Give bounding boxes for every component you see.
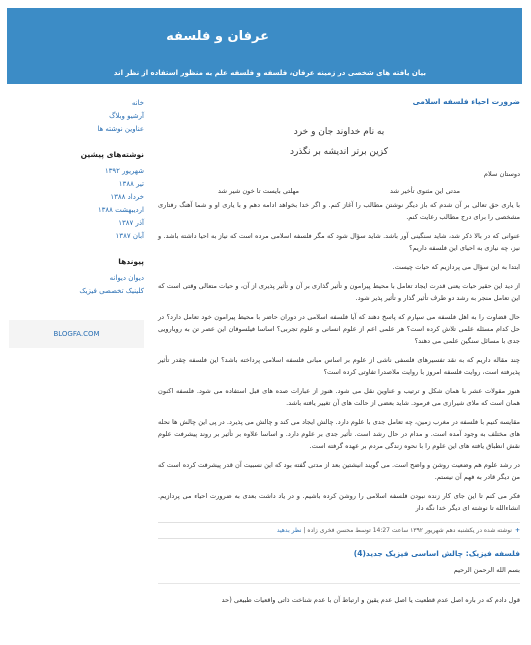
post-paragraph: فکر می کنم تا این جای کار زنده نبودن فلسفه اسلامی را روشن کرده باشیم. و در یاد داشت بعدی به ضرورت احیاء می پردازیم. انشاءالله تا نوشته ای دیگر خدا نگه دار bbox=[158, 492, 520, 512]
poem-line: کزین برتر اندیشه بر نگذرد bbox=[289, 147, 389, 157]
site-description: بیان یافته های شخصی در زمینه عرفان، فلسفه و فلسفه علم به منظور استفاده از نظر اند bbox=[113, 69, 426, 77]
poem bbox=[158, 122, 520, 162]
post-title[interactable]: ضرورت احیاء فلسفه اسلامی bbox=[412, 97, 520, 106]
nav-posts-link[interactable]: عناوین نوشته ها bbox=[97, 125, 144, 133]
archive-link[interactable]: خرداد ۱۳۸۸ bbox=[110, 193, 144, 201]
sidebar bbox=[9, 97, 144, 348]
divider bbox=[158, 583, 520, 584]
link-physics-clinic[interactable]: کلینیک تخصصی فیزیک bbox=[79, 287, 144, 295]
poem-line: به نام خداوند جان و خرد bbox=[293, 127, 385, 137]
comment-link[interactable]: نظر بدهید bbox=[276, 527, 302, 534]
nav-home-link[interactable]: خانه bbox=[131, 99, 144, 107]
post-paragraph: مقایسه کنیم با فلسفه در مغرب زمین، چه تعامل جدی با علوم دارد. چالش ایجاد می کند و چالش می پذیرد. در پی این چالش ها نحله های مختلف به وجود آمده است. و مدام در حال رشد است. تأثیر جدی بر علوم دارد. و اساسا علاوه بر تأثیر بر روند پیشرفت علوم نقش انطباق یافته های این علوم را با نحوه زندگی مردم بر عهده گرفته است. bbox=[158, 418, 520, 450]
archive-link[interactable]: آذر ۱۳۸۷ bbox=[118, 219, 144, 227]
post-paragraph: قول دادم که در باره اصل عدم قطعیت یا اصل عدم یقین و ارتباط آن با عدم شناخت ذاتی واقعیات طبیعی (حد bbox=[221, 596, 520, 604]
archive-link[interactable]: اردیبهشت ۱۳۸۸ bbox=[97, 206, 144, 214]
archive-link[interactable]: شهریور ۱۳۹۲ bbox=[104, 167, 144, 175]
verse-row bbox=[158, 187, 520, 195]
post-paragraph: با یاری حق تعالی بر آن شدم که باز دیگر نوشتن مطالب را آغاز کنم. و اگر خدا بخواهد ادامه دهم و با یاری او و شما آهنگ رفتاری مشخصی را برای درج مطالب رعایت کنم. bbox=[158, 201, 520, 221]
post-paragraph: هنوز مقولات عشر با همان شکل و ترتیب و عناوین نقل می شود. هنوز از عبارات صده های قبل استفاده می شود. فلسفه اکنون همان است که ملای شیرازی می فرمود. شاید بعضی از حالت های آن تغییر یافته باشد. bbox=[158, 387, 520, 407]
post-paragraph: حال قضاوت را به اهل فلسفه می سپارم که پاسخ دهند که آیا فلسفه اسلامی در دوران حاضر با محیط پیرامون خود تعامل دارد؟ در حل کدام مسئله علمی تلاش کرده است؟ هر علمی اعم از علوم انسانی و علوم تجربی؟ اساسا فیلسوفان این عصر تن به رویارویی جدی با مسائل سنگین علمی می دهند؟ bbox=[158, 313, 520, 345]
post-meta: نوشته شده در یکشنبه دهم شهریور ۱۳۹۲ ساعت 14:27 توسط محسن فخری زاده bbox=[307, 527, 512, 534]
blog-header bbox=[7, 8, 522, 84]
archive-list bbox=[9, 165, 144, 243]
greeting: دوستان سلام bbox=[483, 170, 520, 178]
archive-link[interactable]: تیر ۱۳۸۸ bbox=[118, 180, 144, 188]
bismillah: بسم الله الرحمن الرحیم bbox=[453, 566, 520, 574]
post-title[interactable]: فلسفه فیزیک: چالش اساسی فیزیک جدید(4) bbox=[353, 549, 520, 558]
nav-archive-link[interactable]: آرشیو وبلاگ bbox=[109, 112, 144, 120]
blogfa-badge[interactable]: BLOGFA.COM bbox=[9, 320, 144, 348]
verse-right: مدتی این مثنوی تأخیر شد bbox=[389, 187, 460, 195]
post-footer: +نوشته شده در یکشنبه دهم شهریور ۱۳۹۲ ساعت 14:27 توسط محسن فخری زاده | نظر بدهید bbox=[158, 522, 520, 539]
post-paragraph: چند مقاله داریم که به نقد تفسیرهای فلسفی ناشی از علوم بر اساس مبانی فلسفه اسلامی پرداخته باشد؟ این فلسفه چقدر تأثیر پذیرفته است، روایت فلسفه امروز با روایت ملاصدرا تفاوتی کرده است؟ bbox=[158, 356, 520, 376]
post-paragraph: در رشد علوم هم وضعیت روشن و واضح است. می گویند انیشتین بعد از مدتی گفته بود که این نسبیت آن قدر پیشرفت کرده است که من دیگر قادر به فهم آن نیستم. bbox=[158, 461, 520, 481]
post-paragraph: عنوانی که در بالا ذکر شد، شاید سنگینی آور باشد. شاید سؤال شود که مگر فلسفه اسلامی مرده است که نیاز به احیا داشته باشد. و نیز، چه نیازی به احیای این فلسفه داریم؟ bbox=[158, 232, 520, 252]
site-title[interactable]: عرفان و فلسفه bbox=[166, 29, 269, 44]
link-divan[interactable]: دیوان دیوانه bbox=[109, 274, 144, 282]
main-content bbox=[158, 97, 520, 613]
post-paragraph: ابتدا به این سؤال می پردازیم که حیات چیست. bbox=[392, 263, 520, 271]
archive-heading: نوشته‌های پیشین bbox=[80, 150, 144, 159]
archive-link[interactable]: آبان ۱۳۸۷ bbox=[115, 232, 144, 240]
post-paragraph: از دید این حقیر حیات یعنی قدرت ایجاد تعامل با محیط پیرامون و تأثیر گذاری بر آن و تأثیر پذیری از آن، و حیات متعالی وقتی است که این تعامل منجر به رشد دو طرف تأثیر گذار و تأثیر پذیر شود. bbox=[158, 282, 520, 302]
plus-icon: + bbox=[514, 527, 520, 534]
verse-left: مهلتی بایست تا خون شیر شد bbox=[218, 187, 300, 195]
links-heading: پیوندها bbox=[118, 257, 144, 266]
